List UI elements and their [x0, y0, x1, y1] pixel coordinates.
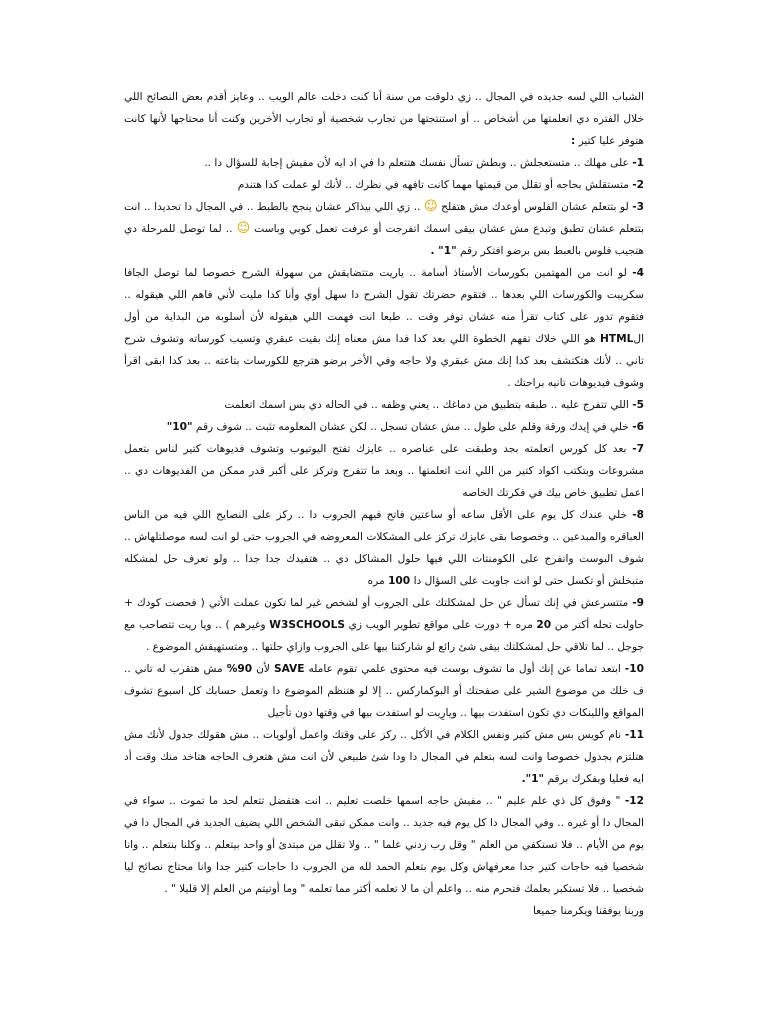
tip-emphasis: 20	[536, 619, 552, 631]
intro-colon: :	[570, 135, 576, 147]
tip-number: 4-	[632, 267, 644, 279]
tip-2	[124, 174, 644, 196]
tip-text: مش هتقرب له تاني .. ف خلك من موضوع الشير على صفحتك أو البوكماركس .. إلا لو هتنظم الموضوع دا وتعمل حسابك كل اسبوع تشوف المواقع واللينكات دي تكون استفدت بيها .. ويارِيت لو استفدت بيها في وقتها دون تأجيل	[124, 663, 644, 719]
tip-emphasis: 100	[388, 575, 411, 587]
tip-text: على مهلك .. متستعجلش .. وبطش تسأل نفسك هتتعلم دا في اد ايه لأن مفيش إجابة للسؤال دا ..	[204, 157, 629, 169]
tip-text: " وفوق كل ذي علم عليم " .. مفيش حاجه اسمها خلصت تعليم .. انت هتفضل تتعلم لحد ما تموت .. سواء في المجال دا أو غيره .. وفي المجال دا كل يوم فيه جديد .. وانت ممكن تبقى الشخص اللي يضيف الجديد في المجال دا في يوم من الأيام .. فلا تستكفي من العلم " وقل رب زدني علما " .. ولا تقلل من مبتدئ أو واحد بيتعلم .. وكلنا بنتعلم .. وانا شخصيا فيه حاجات كتير جدا معرفهاش وكل يوم بتعلم الحمد لله من الجروب دا حاجات كتير جدا وانا محتاج نصائح ليا شخصيا .. فلا تستكبر بعلمك فتحرم منه .. واعلم أن ما لا تعلمه أكتر مما تعلمه " وما أوتيتم من العلم إلا قليلا " .	[124, 795, 644, 895]
tip-8	[124, 504, 644, 592]
tip-text: هو اللي خلاك تفهم الخطوة اللي بعد كدا فدا مش معناه إنك بقيت عبقري وتسيب كورساته وتشوف شرح تاني .. لأنك هتكتشف بعد كدا إنك مش عبقري ولا حاجه وفي الأخر برضو هترجع للكورسات بتاعته .. بعد كدا ابقى اقرأ وشوف فيديوهات تانيه براحتك .	[124, 333, 644, 389]
tip-text: مره	[367, 575, 385, 587]
tip-number: 2-	[632, 179, 644, 191]
tip-text: خلي في إيدك ورقة وقلم على طول .. مش عشان تسجل .. لكن عشان المعلومه تثبت .. شوف رقم	[195, 421, 629, 433]
tip-text: نام كويس بس مش كتير ونفس الكلام في الأكل .. ركز على وقتك واعمل أولويات .. مش هقولك جدول لأنك مش هتلتزم بجدول خصوصا وانت لسه بتعلم في المجال دا ودا شئ طبيعي لأن انت مش هتعرف الحاجه هتاخد منك وقت أد ايه فعليا وبفكرك برقم	[124, 729, 644, 785]
tip-text: اللي تتفرج عليه .. طبقه بتطبيق من دماغك .. يعني وظفه .. في الحاله دي بس اسمك اتعلمت	[224, 399, 629, 411]
closing-text: وربنا يوفقنا ويكرمنا جميعا	[532, 905, 644, 917]
tip-number: 10-	[624, 663, 644, 675]
tip-number: 1-	[632, 157, 644, 169]
tip-3	[124, 196, 644, 262]
tip-number: 9-	[632, 597, 644, 609]
tip-number: 6-	[632, 421, 644, 433]
tip-emphasis: 90%	[226, 663, 253, 675]
tip-number: 11-	[624, 729, 644, 741]
tip-text: .. لما توصل للمرحلة دي هتجيب فلوس بالعبط بس برضو افتكر رقم	[124, 223, 644, 257]
tip-number: 12-	[624, 795, 644, 807]
tip-number: 7-	[632, 443, 644, 455]
tip-text: ابتعد تماما عن إنك أول ما تشوف بوست فيه محتوى علمي تقوم عامله	[308, 663, 621, 675]
tip-9	[124, 592, 644, 658]
tip-text: خلي عندك كل يوم على الأقل ساعه أو ساعتين فاتح فيهم الجروب دا .. ركز على النصايح اللي فيه من الناس العباقره والمبدعين .. وخصوصا بقى عايزك تركز على المشكلات المعروضه في الجروب حتى لو انت لسه موصلتلهاش .. شوف البوست واتفرج على الكومنتات اللي فيها حلول المشاكل دي .. هتفيدك جدا جدا .. ولو تعرف حل لمشكله متبخلش أو تكسل حتى لو انت جاوبت على السؤال دا	[124, 509, 644, 587]
tip-text: متتسرعش في إنك تسأل عن حل لمشكلتك على الجروب أو لشخص غير لما تكون عملت الأتي ( فحصت كودك + حاولت تحله أكتر من	[124, 597, 644, 631]
tip-7	[124, 438, 644, 504]
tip-number: 5-	[632, 399, 644, 411]
tip-text: لو انت من المهتمين بكورسات الأستاذ أسامة .. ياريت متتضايقش من سهولة الشرح خصوصا لما توصل الجافا سكريبت والكورسات اللي بعدها .. فتقوم حضرتك تقول الشرح دا سهل أوي وأنا كدا مليت لأني فاهم اللي هيقوله .. فتقوم تدور على كتاب تقرأ منه عشان توفر وقت .. طبعا انت فهمت اللي هيقوله لأن أسلوبه من البداية من أول ال	[124, 267, 645, 345]
tip-12	[124, 790, 644, 900]
tip-emphasis: "1" .	[430, 245, 457, 257]
tip-text: لو بتتعلم عشان الفلوس أوعدك مش هتفلح	[441, 201, 629, 213]
tip-emphasis: SAVE	[273, 663, 305, 675]
intro-text: الشباب اللي لسه جديده في المجال .. زي دلوقت من سنة أنا كنت دخلت عالم الويب .. وعايز أقدم بعض النصائح اللي خلال الفتره دي اتعلمتها من أشخاص .. أو استنتجتها من تجارب شخصية أو تجارب الأخرين وكنت أنا محتاجها لأنها كانت هتوفر عليا كتير	[124, 91, 644, 147]
tip-text: .. زي اللي بيذاكر عشان ينجح بالطبط .. في المجال دا تحديدا .. انت بتتعلم عشان تطبق وتبدع مش عشان بيقى اسمك اتفرجت أو عرفت تعمل كوبي وباست	[124, 201, 644, 235]
smiley-icon: ☺	[236, 221, 251, 236]
document-body	[124, 86, 644, 922]
tip-emphasis: HTML	[599, 333, 634, 345]
tip-11	[124, 724, 644, 790]
tip-text: مره + دورت على مواقع تطوير الويب زي	[348, 619, 533, 631]
tip-6	[124, 416, 644, 438]
tip-emphasis: "1".	[521, 773, 545, 785]
tip-1	[124, 152, 644, 174]
tip-text: متستقلش بحاجه أو تقلل من قيمتها مهما كانت تافهه في نظرك .. لأنك لو عملت كدا هتندم	[237, 179, 629, 191]
tip-number: 8-	[632, 509, 644, 521]
tip-10	[124, 658, 644, 724]
tip-5	[124, 394, 644, 416]
closing-line	[124, 900, 644, 922]
tip-emphasis: W3SCHOOLS	[269, 619, 345, 631]
tip-number: 3-	[632, 201, 645, 213]
tip-4	[124, 262, 644, 394]
intro-paragraph	[124, 86, 644, 152]
tip-text: لأن	[256, 663, 270, 675]
tip-text: وغيرهم ) .. ويا ريت تتصاحب مع جوجل .. لما تلاقي حل لمشكلتك بيقى شئ رائع لو شاركتنا بيها على الجروب وازاي حلتها .. ومتستهيفش الموضوع .	[124, 619, 644, 653]
tip-text: بعد كل كورس اتعلمته بجد وطبقت على عناصره .. عايزك تفتح اليوتيوب وتشوف فديوهات كتير لناس بتعمل مشروعات وبتكتب اكواد كتير من اللي انت اتعلمتها .. وبعد ما تتفرج وتركز على أكبر قدر ممكن من الفديوهات دي .. اعمل تطبيق خاص بيك في فكرتك الخاصه	[124, 443, 644, 499]
smiley-icon: ☺	[424, 199, 438, 214]
tip-emphasis: "10"	[166, 421, 193, 433]
